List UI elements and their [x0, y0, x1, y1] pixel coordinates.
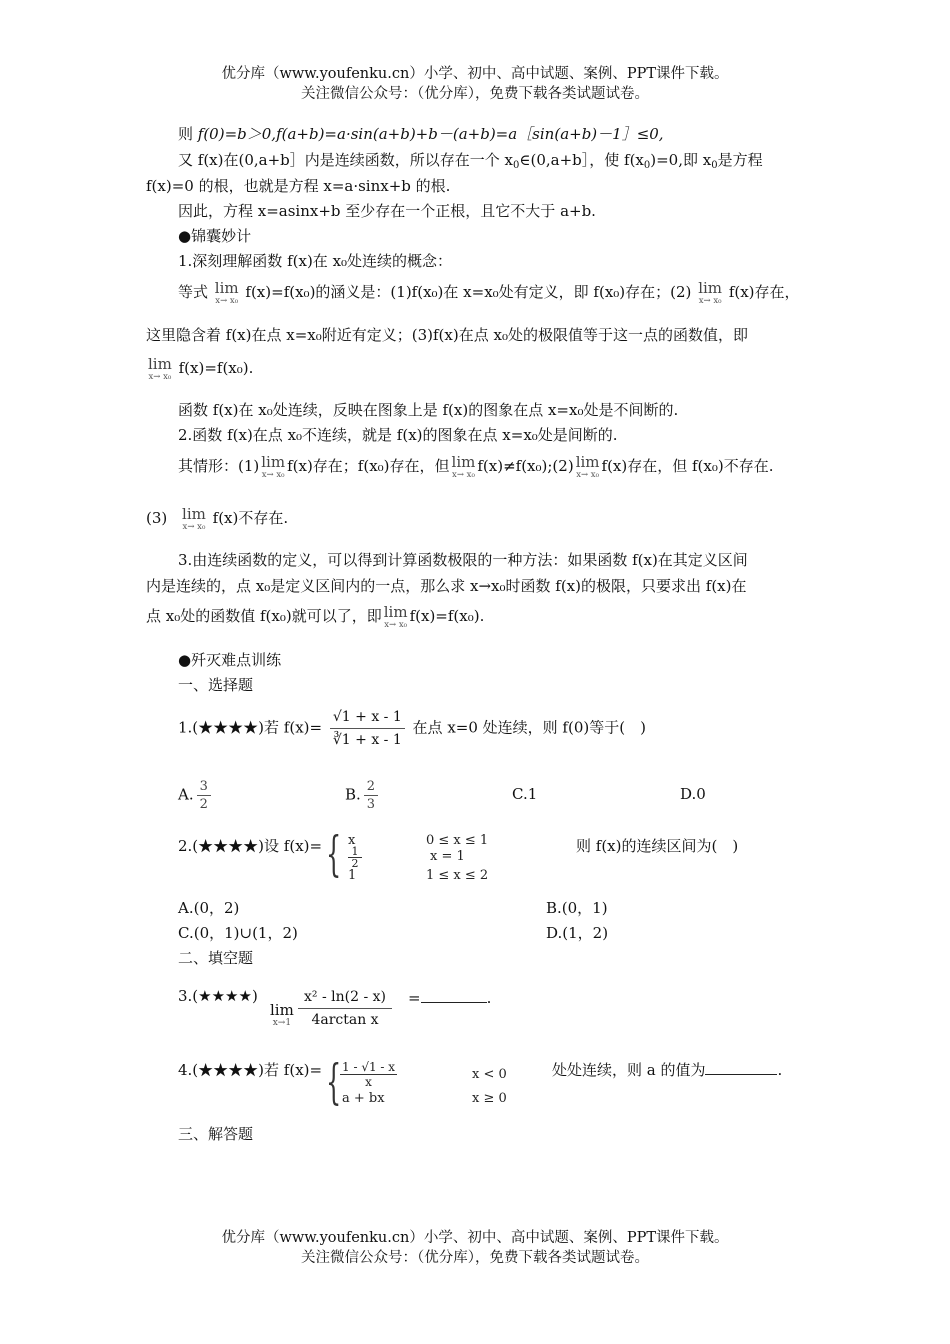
- q1-option-a: A. $\frac{3}{2}$: [178, 778, 214, 813]
- tips-line-7: [178, 454, 774, 480]
- q4-case-1-cond: x < 0: [472, 1067, 507, 1082]
- proof-line-2-d: 是方程: [717, 151, 763, 169]
- limit-symbol: lim x→ x₀: [451, 452, 476, 480]
- proof-line-1: [178, 122, 664, 146]
- training-heading: ●歼灭难点训练: [178, 651, 282, 669]
- q3-fraction: [298, 986, 392, 1031]
- q3-denominator: 4arctan x: [311, 1012, 379, 1028]
- question-1-tail: 在点 x=0 处连续，则 f(0)等于( ): [412, 718, 646, 737]
- page-header-line-1: 优分库（www.youfenku.cn）小学、初中、高中试题、案例、PPT课件下载。: [221, 66, 729, 82]
- question-1-denominator: ∛1 + x - 1: [332, 732, 402, 748]
- q1-option-b-fraction: $\frac{2}{3}$: [364, 778, 378, 813]
- tips-line-11: [146, 604, 484, 630]
- q2-option-d: D.(1，2): [546, 924, 609, 942]
- section-fill-heading: 二、填空题: [178, 949, 254, 967]
- q1-option-a-fraction: $\frac{3}{2}$: [197, 778, 211, 813]
- proof-line-2-c: )=0,即 x: [650, 151, 712, 169]
- q2-case-3-expr: 1: [348, 868, 357, 883]
- tips-line-2-a: 等式: [178, 283, 209, 301]
- tips-line-10: 内是连续的，点 x₀是定义区间内的一点，那么求 x→x₀时函数 f(x)的极限，只要求出 f(x)在: [146, 577, 747, 595]
- q2-case-2-cond: x = 1: [430, 849, 465, 864]
- q4-case-1-numerator: 1 - √1 - x: [342, 1060, 396, 1074]
- tips-line-8: [146, 506, 288, 532]
- q2-option-b: B.(0，1): [546, 899, 608, 917]
- proof-line-4: 因此，方程 x=asinx+b 至少存在一个正根，且它不大于 a+b.: [178, 202, 596, 220]
- tips-line-6: 2.函数 f(x)在点 x₀不连续，就是 f(x)的图象在点 x=x₀处是间断的.: [178, 426, 618, 444]
- question-1-numerator: √1 + x - 1: [330, 706, 405, 729]
- page-footer-line-2: 关注微信公众号：（优分库），免费下载各类试题试卷。: [301, 1250, 649, 1266]
- tips-line-8-b: f(x)不存在.: [212, 509, 289, 527]
- tips-line-4-text: f(x)=f(x₀).: [178, 359, 254, 377]
- tips-line-2-b: f(x)=f(x₀)的涵义是：(1)f(x₀)在 x=x₀处有定义，即 f(x₀)存在；(2): [245, 283, 692, 301]
- tips-line-4: [146, 356, 253, 382]
- tips-line-3: 这里隐含着 f(x)在点 x=x₀附近有定义；(3)f(x)在点 x₀处的极限值等于这一点的函数值，即: [146, 326, 748, 344]
- q1-option-d: D.0: [680, 785, 706, 803]
- q3-limit: lim x→1: [270, 1001, 294, 1028]
- q2-case-1-expr: x: [348, 833, 356, 848]
- question-1-fraction: [330, 706, 405, 751]
- tips-line-9: 3.由连续函数的定义，可以得到计算函数极限的一种方法：如果函数 f(x)在其定义区间: [178, 551, 748, 569]
- section-choice-heading: 一、选择题: [178, 676, 254, 694]
- question-1-stem: 1.(★★★★)若 f(x)=: [178, 718, 323, 737]
- section-answer-heading: 三、解答题: [178, 1125, 254, 1143]
- tips-line-8-a: (3): [146, 509, 168, 527]
- q2-brace: {: [326, 826, 342, 882]
- page-header-line-2: 关注微信公众号：（优分库），免费下载各类试题试卷。: [301, 86, 649, 102]
- tips-line-7-b: f(x)存在；f(x₀)存在，但: [287, 457, 450, 475]
- proof-sub-3: 0: [711, 160, 718, 171]
- proof-line-1-b: f(0)=b＞0,f(a+b)=a·sin(a+b)+b－(a+b)=a［sin(a+b)－1］≤0,: [197, 125, 664, 143]
- tips-line-7-a: 其情形：(1): [178, 457, 260, 475]
- q3-numerator: x² - ln(2 - x): [298, 986, 392, 1009]
- tips-line-7-c: f(x)≠f(x₀);(2): [477, 457, 574, 475]
- limit-symbol: lim x→ x₀: [182, 504, 206, 532]
- proof-line-2-a: 又 f(x)在(0,a+b］内是连续函数，所以存在一个 x: [178, 151, 513, 169]
- q1-option-c: C.1: [512, 785, 538, 803]
- q4-case-2-expr: a + bx: [342, 1091, 385, 1106]
- q4-case-1-denominator: x: [365, 1075, 372, 1089]
- proof-line-3: f(x)=0 的根，也就是方程 x=a·sinx+b 的根.: [146, 177, 451, 195]
- tips-line-11-a: 点 x₀处的函数值 f(x₀)就可以了，即: [146, 607, 382, 625]
- tips-line-11-b: f(x)=f(x₀).: [409, 607, 485, 625]
- q2-option-a: A.(0，2): [178, 899, 240, 917]
- proof-line-2-b: ∈(0,a+b］，使 f(x: [519, 151, 644, 169]
- q2-case-1-cond: 0 ≤ x ≤ 1: [426, 833, 489, 848]
- question-2-stem: 2.(★★★★)设 f(x)=: [178, 837, 323, 855]
- question-2-tail: 则 f(x)的连续区间为( ): [576, 837, 739, 855]
- q2-case-3-cond: 1 ≤ x ≤ 2: [426, 868, 489, 883]
- limit-symbol: lim x→ x₀: [383, 602, 408, 630]
- tips-line-2: [178, 280, 800, 306]
- q4-answer-blank[interactable]: [705, 1060, 777, 1075]
- proof-sub-2: 0: [643, 160, 651, 171]
- q1-option-b: B. $\frac{2}{3}$: [345, 778, 381, 813]
- q3-answer-blank[interactable]: [421, 988, 487, 1003]
- tips-line-1: 1.深刻理解函数 f(x)在 x₀处连续的概念：: [178, 252, 453, 270]
- page-footer-line-1: 优分库（www.youfenku.cn）小学、初中、高中试题、案例、PPT课件下载。: [221, 1230, 729, 1246]
- tips-line-2-c: f(x)存在，: [728, 283, 800, 301]
- limit-symbol: lim x→ x₀: [261, 452, 286, 480]
- q2-case-2-fraction: 1 2: [348, 846, 362, 869]
- proof-sub-1: 0: [513, 160, 520, 171]
- limit-symbol: lim x→ x₀: [698, 278, 723, 306]
- limit-symbol: lim x→ x₀: [148, 354, 172, 382]
- proof-line-2: [178, 148, 763, 172]
- tips-heading: ●锦囊妙计: [178, 227, 252, 245]
- q4-case-1-fraction: [340, 1060, 397, 1089]
- proof-line-1-a: 则: [178, 125, 198, 143]
- question-1: [178, 706, 646, 751]
- question-4-stem: 4.(★★★★)若 f(x)=: [178, 1061, 323, 1079]
- q3-answer: = .: [408, 989, 492, 1007]
- question-3-stem: 3.(★★★★): [178, 987, 258, 1005]
- limit-symbol: lim x→ x₀: [214, 278, 239, 306]
- q4-case-2-cond: x ≥ 0: [472, 1091, 507, 1106]
- tips-line-5: 函数 f(x)在 x₀处连续，反映在图象上是 f(x)的图象在点 x=x₀处是不间断的.: [178, 401, 679, 419]
- q4-brace: {: [326, 1054, 342, 1110]
- limit-symbol: lim x→ x₀: [575, 452, 600, 480]
- question-4-tail: 处处连续，则 a 的值为 .: [552, 1061, 783, 1079]
- tips-line-7-d: f(x)存在，但 f(x₀)不存在.: [601, 457, 774, 475]
- q2-option-c: C.(0，1)∪(1，2): [178, 924, 298, 942]
